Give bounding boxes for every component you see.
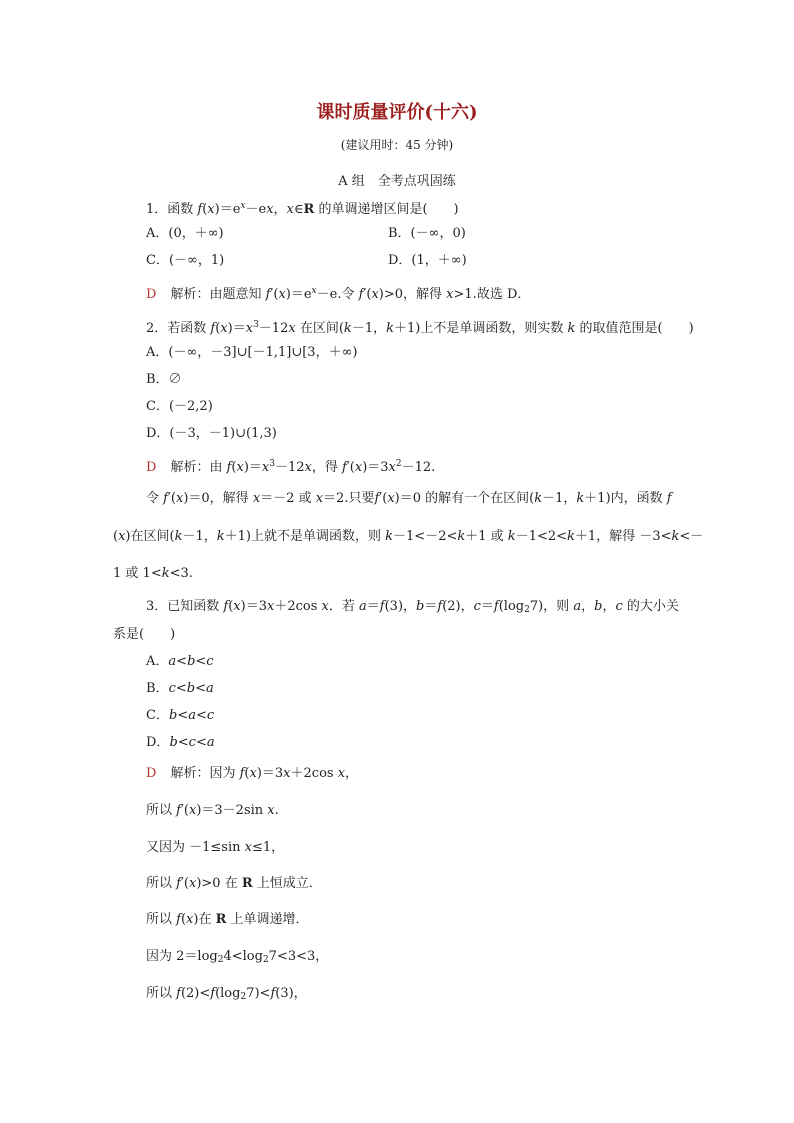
q3-option-b: B．c<b<a: [146, 681, 214, 696]
q3-solution-line6: 因为 $2=\log_24<\log_27<3<3$，: [146, 949, 329, 965]
q2-solution-line2: 令 f′(x)＝0，解得 x＝－2 或 x＝2.只要f′(x)＝0 的解有一个在区间(k－1，k＋1)内，函数 f: [146, 491, 672, 506]
q2-option-b: B．∅: [146, 372, 182, 387]
q3-solution-line4: 所以 f′(x)>0 在 R 上恒成立．: [146, 876, 322, 891]
q2-option-d: D．(－3，－1)∪(1,3): [146, 426, 277, 441]
q2-option-c: C．(－2,2): [146, 399, 213, 414]
q3-stem: 3．已知函数 f(x)＝3x＋2cos x．若 a＝f(3)，b＝f(2)，$c=f(\log_27)$，则 a，b，c 的大小关: [146, 599, 679, 615]
q3-solution-line3: 又因为 －1≤sin x≤1，: [146, 840, 285, 855]
q1-answer: D: [146, 287, 157, 302]
page-title: 课时质量评价(十六): [316, 102, 478, 123]
q3-solution-line7: 所以 $f(2)<f(\log_27)<f(3)$，: [146, 986, 307, 1002]
q3-stem-line2: 系是( ): [113, 627, 176, 642]
q1-option-d: D．(1，＋∞): [388, 253, 467, 268]
q3-solution-line2: 所以 f′(x)＝3－2sin x.: [146, 803, 279, 818]
q3-option-c: C．b<a<c: [146, 708, 215, 723]
q2-option-a: A．(－∞，－3]∪[－1,1]∪[3，＋∞): [146, 345, 358, 360]
group-heading: A 组 全考点巩固练: [338, 174, 456, 189]
q1-option-b: B．(－∞，0): [388, 226, 466, 241]
suggested-time: (建议用时：45 分钟): [340, 138, 454, 152]
q2-solution-line4: 1 或 1<k<3.: [113, 566, 193, 581]
q1-option-c: C．(－∞，1): [146, 253, 225, 268]
q3-solution-line1: D 解析：因为 f(x)＝3x＋2cos x，: [146, 766, 359, 781]
q1-option-a: A．(0，＋∞): [146, 226, 224, 241]
q1-stem: 1．函数 $f(x)=e^x-ex$，x∈R 的单调递增区间是( ): [146, 201, 459, 217]
q3-option-d: D．b<c<a: [146, 735, 215, 750]
q2-answer: D: [146, 460, 157, 475]
q3-option-a: A．a<b<c: [146, 654, 214, 669]
q2-solution-line1: D 解析：由 $f(x)=x^3-12x$，得 $f'(x)=3x^2-12$.: [146, 459, 436, 475]
q1-solution: D 解析：由题意知 $f'(x)=e^x-e$.令 f′(x)>0，解得 x>1.故选 D．: [146, 286, 531, 302]
q3-answer: D: [146, 766, 157, 781]
q2-solution-line3: (x)在区间(k－1，k＋1)上就不是单调函数，则 k－1<－2<k＋1 或 k－1<2<k＋1，解得 －3<k<－: [113, 529, 704, 544]
q2-stem: 2．若函数 $f(x)=x^3-12x$ 在区间(k－1，k＋1)上不是单调函数，则实数 k 的取值范围是( ): [146, 320, 694, 336]
q3-solution-line5: 所以 f(x)在 R 上单调递增．: [146, 912, 309, 927]
